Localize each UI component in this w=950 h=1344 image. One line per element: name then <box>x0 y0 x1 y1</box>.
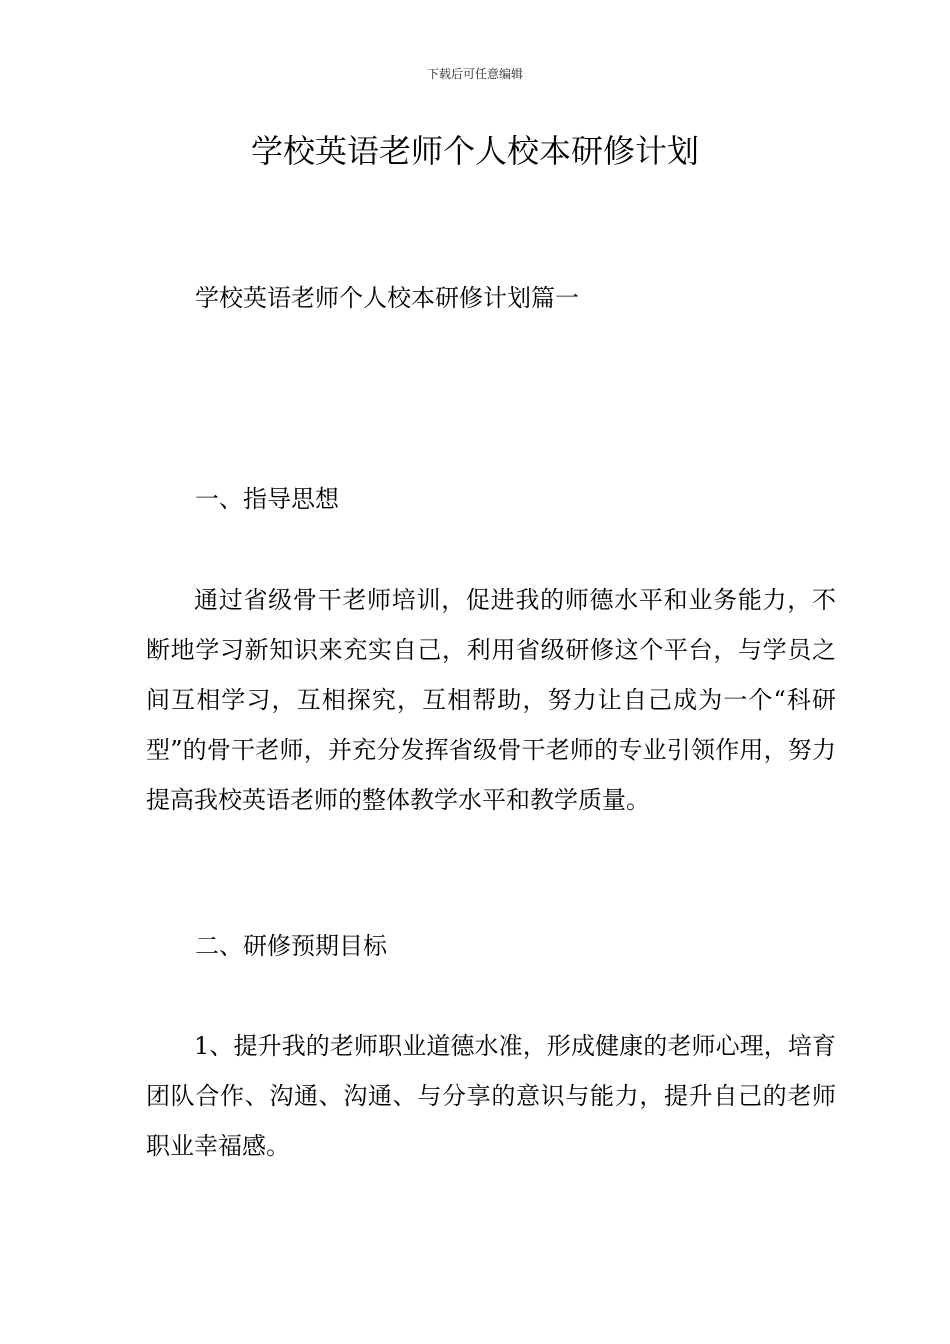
document-subtitle: 学校英语老师个人校本研修计划篇一 <box>195 284 579 312</box>
section-heading-expected-goals: 二、研修预期目标 <box>195 932 387 960</box>
document-title: 学校英语老师个人校本研修计划 <box>250 132 699 170</box>
section-paragraph-expected-goals: 1、提升我的老师职业道德水准，形成健康的老师心理，培育团队合作、沟通、沟通、与分享的意识与能力，提升自己的老师职业幸福感。 <box>146 1032 836 1160</box>
header-note: 下载后可任意编辑 <box>426 67 523 81</box>
section-paragraph-guiding-ideology: 通过省级骨干老师培训，促进我的师德水平和业务能力，不断地学习新知识来充实自己，利用省级研修这个平台，与学员之间互相学习，互相探究，互相帮助，努力让自己成为一个“科研型”的骨干老师，并充分发挥省级骨干老师的专业引领作用，努力提高我校英语老师的整体教学水平和教学质量。 <box>146 586 836 814</box>
section-heading-guiding-ideology: 一、指导思想 <box>195 485 339 513</box>
